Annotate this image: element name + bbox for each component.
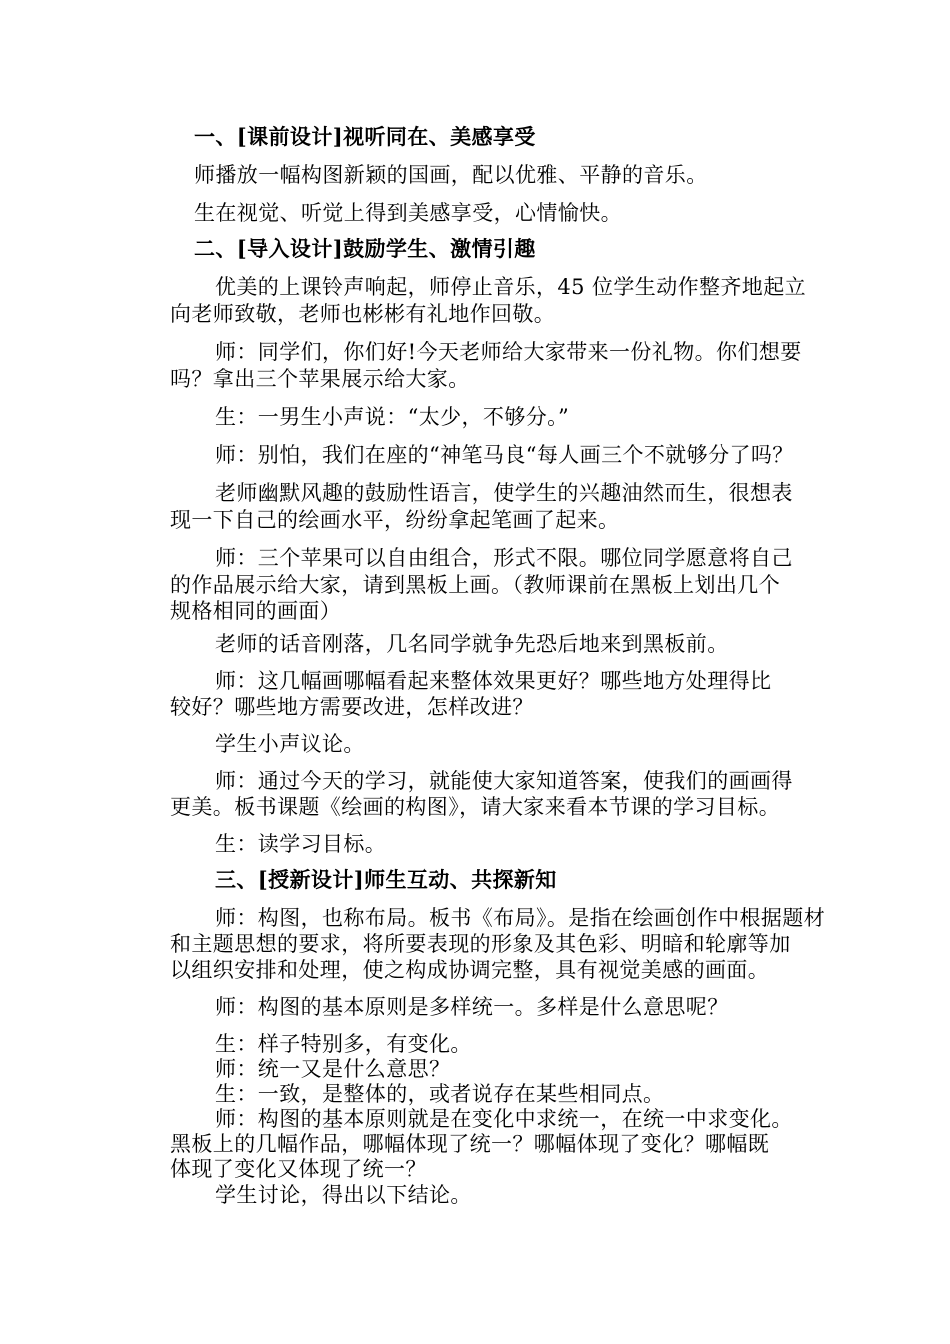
paragraph-line: 师：这几幅画哪幅看起来整体效果更好？哪些地方处理得比 bbox=[215, 669, 772, 693]
paragraph-line: 现一下自己的绘画水平，纷纷拿起笔画了起来。 bbox=[170, 508, 620, 532]
paragraph-line: 和主题思想的要求，将所要表现的形象及其色彩、明暗和轮廓等加 bbox=[170, 932, 791, 956]
paragraph-line: 生：读学习目标。 bbox=[215, 832, 387, 856]
paragraph-line: 学生小声议论。 bbox=[215, 732, 365, 756]
paragraph-line: 师：构图的基本原则是多样统一。多样是什么意思呢？ bbox=[215, 995, 729, 1019]
paragraph-line: 老师幽默风趣的鼓励性语言，使学生的兴趣油然而生，很想表 bbox=[215, 481, 793, 505]
paragraph-line: 更美。板书课题《绘画的构图》，请大家来看本节课的学习目标。 bbox=[170, 795, 781, 819]
paragraph-line: 生：一致，是整体的，或者说存在某些相同点。 bbox=[215, 1082, 665, 1106]
paragraph-line: 老师的话音刚落，几名同学就争先恐后地来到黑板前。 bbox=[215, 632, 729, 656]
paragraph-line: 优美的上课铃声响起，师停止音乐，45 位学生动作整齐地起立 bbox=[215, 275, 806, 299]
paragraph-line: 体现了变化又体现了统一？ bbox=[170, 1157, 427, 1181]
paragraph-line: 师：通过今天的学习，就能使大家知道答案，使我们的画画得 bbox=[215, 769, 793, 793]
paragraph-line: 师：构图，也称布局。板书《布局》。是指在绘画创作中根据题材 bbox=[215, 906, 826, 930]
paragraph-line: 师：构图的基本原则就是在变化中求统一，在统一中求变化。 bbox=[215, 1107, 793, 1131]
paragraph-line: 师：三个苹果可以自由组合，形式不限。哪位同学愿意将自己 bbox=[215, 546, 793, 570]
paragraph-line: 吗？拿出三个苹果展示给大家。 bbox=[170, 367, 470, 391]
paragraph-line: 生：样子特别多，有变化。 bbox=[215, 1032, 472, 1056]
paragraph-line: 师：别怕，我们在座的“神笔马良“每人画三个不就够分了吗？ bbox=[215, 443, 794, 467]
paragraph-line: 生：一男生小声说：“太少，不够分。” bbox=[215, 405, 570, 429]
section-heading-1: 一、[课前设计]视听同在、美感享受 bbox=[194, 124, 536, 149]
paragraph-line: 师：同学们，你们好!今天老师给大家带来一份礼物。你们想要 bbox=[215, 340, 802, 364]
paragraph-line: 黑板上的几幅作品，哪幅体现了统一？哪幅体现了变化？哪幅既 bbox=[170, 1132, 770, 1156]
paragraph-line: 较好？哪些地方需要改进，怎样改进？ bbox=[170, 695, 534, 719]
paragraph-line: 以组织安排和处理，使之构成协调完整，具有视觉美感的画面。 bbox=[170, 958, 770, 982]
section-heading-3: 三、[授新设计]师生互动、共探新知 bbox=[215, 867, 557, 892]
paragraph-line: 师播放一幅构图新颖的国画，配以优雅、平静的音乐。 bbox=[194, 163, 708, 187]
paragraph-line: 学生讨论，得出以下结论。 bbox=[215, 1183, 472, 1207]
paragraph-line: 向老师致敬，老师也彬彬有礼地作回敬。 bbox=[170, 302, 556, 326]
section-heading-2: 二、[导入设计]鼓励学生、激情引趣 bbox=[194, 236, 536, 261]
paragraph-line: 生在视觉、听觉上得到美感享受，心情愉快。 bbox=[194, 201, 622, 225]
paragraph-line: 规格相同的画面） bbox=[170, 599, 342, 623]
paragraph-line: 的作品展示给大家，请到黑板上画。（教师课前在黑板上划出几个 bbox=[170, 573, 781, 597]
paragraph-line: 师：统一又是什么意思？ bbox=[215, 1057, 451, 1081]
